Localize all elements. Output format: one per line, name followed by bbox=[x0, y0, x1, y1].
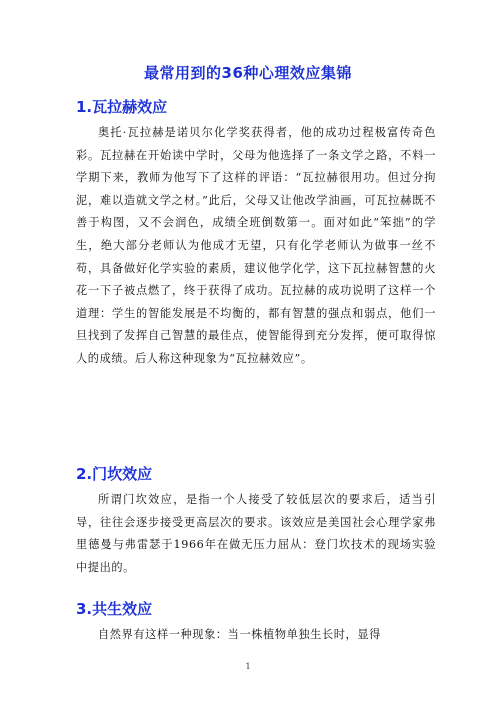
section-paragraph: 自然界有这样一种现象：当一株植物单独生长时，显得 bbox=[98, 628, 381, 641]
section-heading: 1.瓦拉赫效应 bbox=[76, 98, 168, 116]
section-threshold-effect bbox=[76, 463, 436, 579]
section-paragraph: 奥托·瓦拉赫是诺贝尔化学奖获得者，他的成功过程极富传奇色彩。瓦拉赫在开始读中学时，父母为他选择了一条文学之路，不料一学期下来，教师为他写下了这样的评语：“瓦拉赫很用功。但过分拘泥，难以造就文学之材。”此后，父母又让他改学油画，可瓦拉赫既不善于构图，又不会润色，成绩全班倒数第一。面对如此“笨拙”的学生，绝大部分老师认为他成才无望，只有化学老师认为做事一丝不苟，具备做好化学实验的素质，建议他学化学，这下瓦拉赫智慧的火花一下子被点燃了，终于获得了成功。瓦拉赫的成功说明了这样一个道理：学生的智能发展是不均衡的，都有智慧的强点和弱点，他们一旦找到了发挥自己智慧的最佳点，使智能得到充分发挥，便可取得惊人的成绩。后人称这种现象为“瓦拉赫效应”。 bbox=[76, 126, 436, 365]
section-wallach-effect bbox=[76, 96, 436, 371]
section-symbiosis-effect bbox=[76, 598, 436, 647]
section-heading: 3.共生效应 bbox=[76, 600, 153, 618]
document-title: 最常用到的36种心理效应集锦 bbox=[144, 64, 352, 82]
page-number: 1 bbox=[245, 662, 251, 671]
section-heading: 2.门坎效应 bbox=[76, 465, 153, 483]
section-paragraph: 所谓门坎效应，是指一个人接受了较低层次的要求后，适当引导，往往会逐步接受更高层次的要求。该效应是美国社会心理学家弗里德曼与弗雷瑟于1966年在做无压力屈从：登门坎技术的现场实验中提出的。 bbox=[76, 493, 436, 574]
